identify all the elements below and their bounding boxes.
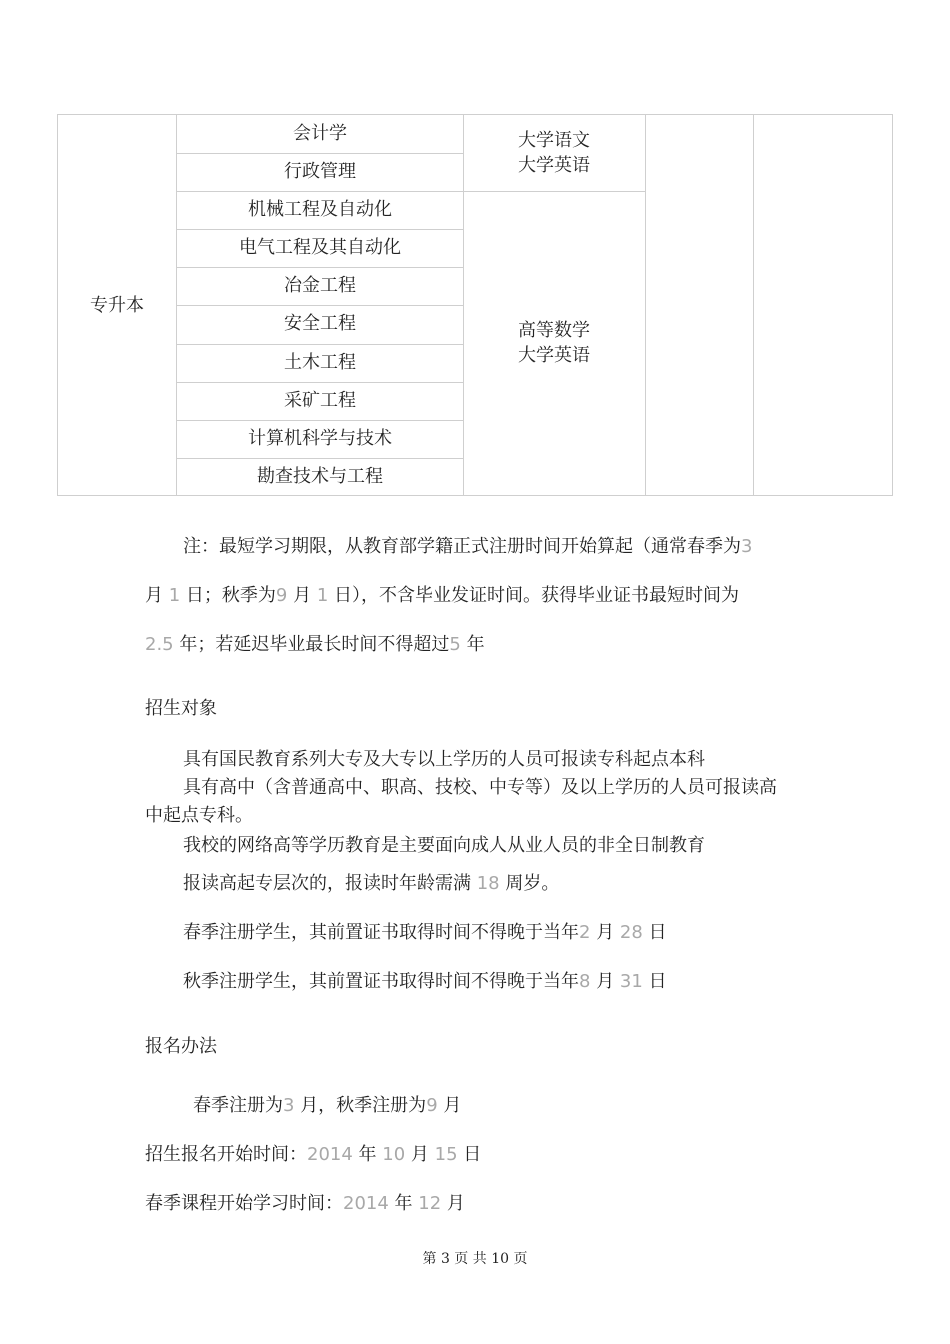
major-cell: 计算机科学与技术 [248, 428, 392, 449]
major-cell: 机械工程及自动化 [248, 199, 392, 220]
major-cell: 土木工程 [284, 352, 356, 373]
paragraph-age: 报读高起专层次的，报读时年龄需满 18 周岁。 [183, 873, 560, 894]
registration-line-2: 招生报名开始时间：2014 年 10 月 15 日 [145, 1144, 482, 1165]
major-cell: 行政管理 [284, 161, 356, 182]
exam-subjects-group2 [463, 318, 645, 368]
subject-label: 大学英语 [518, 345, 590, 366]
major-cell: 勘查技术与工程 [257, 466, 383, 487]
major-table [57, 114, 893, 496]
major-cell: 安全工程 [284, 313, 356, 334]
registration-line-3: 春季课程开始学习时间：2014 年 12 月 [145, 1193, 465, 1214]
note-line-1: 注：最短学习期限，从教育部学籍正式注册时间开始算起（通常春季为3 [183, 536, 753, 557]
paragraph: 我校的网络高等学历教育是主要面向成人从业人员的非全日制教育 [183, 835, 705, 856]
note-line-3: 2.5 年；若延迟毕业最长时间不得超过5 年 [145, 634, 485, 655]
note-line-2: 月 1 日；秋季为9 月 1 日），不含毕业发证时间。获得毕业证书最短时间为 [145, 585, 740, 606]
paragraph: 具有国民教育系列大专及大专以上学历的人员可报读专科起点本科 [183, 749, 705, 770]
subject-label: 高等数学 [518, 320, 590, 341]
registration-line-1: 春季注册为3 月，秋季注册为9 月 [193, 1095, 462, 1116]
major-cell: 采矿工程 [284, 390, 356, 411]
section-heading-registration: 报名办法 [145, 1036, 217, 1057]
paragraph: 具有高中（含普通高中、职高、技校、中专等）及以上学历的人员可报读高 [183, 777, 777, 798]
section-heading-enrollment: 招生对象 [145, 698, 217, 719]
page-footer: 第 3 页 共 10 页 [422, 1251, 528, 1267]
major-cell: 会计学 [293, 123, 347, 144]
subject-label: 大学语文 [518, 130, 590, 151]
major-cell: 电气工程及其自动化 [239, 237, 401, 258]
category-cell: 专升本 [90, 295, 144, 316]
major-cell: 冶金工程 [284, 275, 356, 296]
paragraph-spring: 春季注册学生，其前置证书取得时间不得晚于当年2 月 28 日 [183, 922, 667, 943]
paragraph-autumn: 秋季注册学生，其前置证书取得时间不得晚于当年8 月 31 日 [183, 971, 667, 992]
subject-label: 大学英语 [518, 155, 590, 176]
exam-subjects-group1 [463, 128, 645, 178]
paragraph: 中起点专科。 [145, 805, 253, 826]
